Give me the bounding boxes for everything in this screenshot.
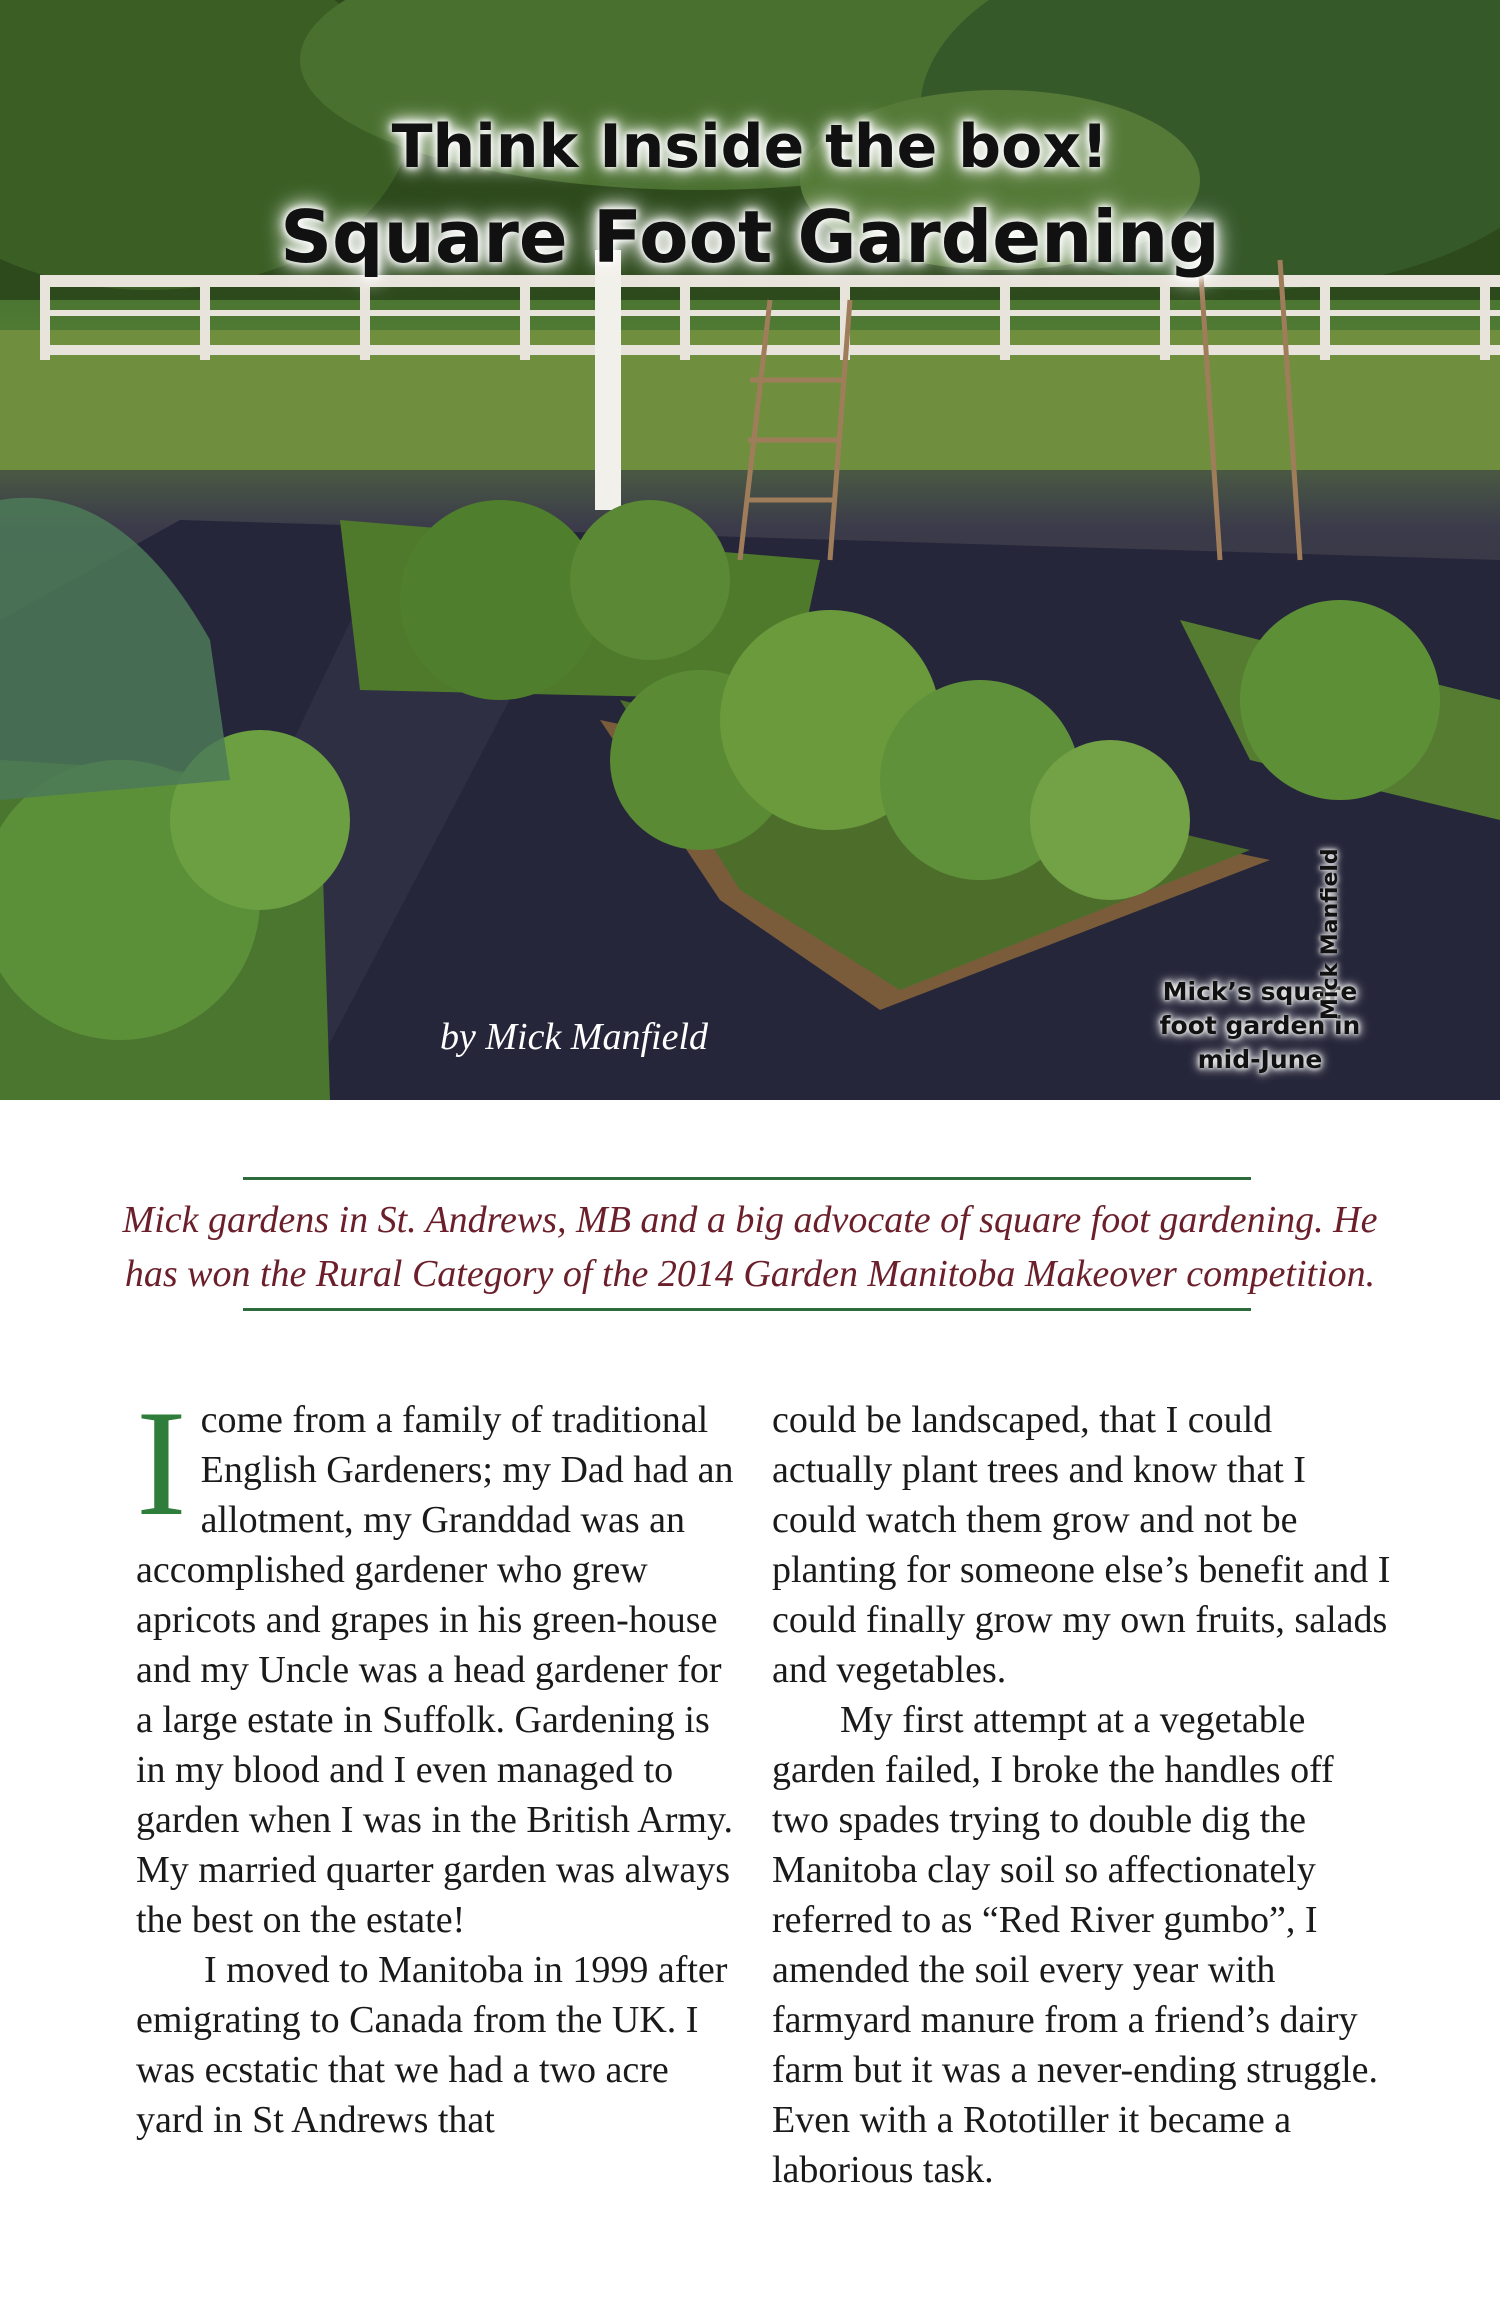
article-paragraph: My first attempt at a vegetable garden failed, I broke the handles off two spades trying to double dig the Manitoba clay soil so affectionately referred to as “Red River gumbo”, I amended the soil every year with farmyard manure from a friend’s dairy farm but it was a never-ending struggle. Even with a Rototiller it became a laborious task. <box>772 1699 1378 2191</box>
byline: by Mick Manfield <box>440 1016 709 1058</box>
photo-caption: Mick’s square foot garden in mid-June <box>1159 977 1361 1074</box>
article-column-2 <box>772 1395 1392 2195</box>
drop-cap: I <box>136 1379 187 1547</box>
garden-photo <box>0 0 1500 1100</box>
photo-credit: Mick Manfield <box>1318 848 1343 1020</box>
intro-rule-top <box>243 1177 1251 1180</box>
page-title: Square Foot Gardening <box>280 195 1220 279</box>
intro-rule-bottom <box>243 1308 1251 1311</box>
post <box>595 250 621 510</box>
title-kicker: Think Inside the box! <box>391 112 1109 182</box>
article-paragraph: I moved to Manitoba in 1999 after emigrating to Canada from the UK. I was ecstatic that we had a two acre yard in St Andrews that <box>136 1949 728 2141</box>
article-paragraph: could be landscaped, that I could actually plant trees and know that I could watch them grow and not be planting for someone else’s benefit and I could finally grow my own fruits, salads and vegetables. <box>772 1399 1391 1691</box>
paragraph-text: come from a family of traditional English Gardeners; my Dad had an allotment, my Granddad was an accomplished gardener who grew apricots and grapes in his green-house and my Uncle was a head gardener for a large estate in Suffolk. Gardening is in my blood and I even managed to garden when I was in the British Army. My married quarter garden was always the best on the estate! <box>136 1399 734 1941</box>
intro-blurb: Mick gardens in St. Andrews, MB and a big advocate of square foot gardening. He has won the Rural Category of the 2014 Garden Manitoba Makeover competition. <box>122 1199 1378 1295</box>
article-column-1 <box>136 1379 736 2145</box>
article-paragraph <box>136 1379 736 1945</box>
